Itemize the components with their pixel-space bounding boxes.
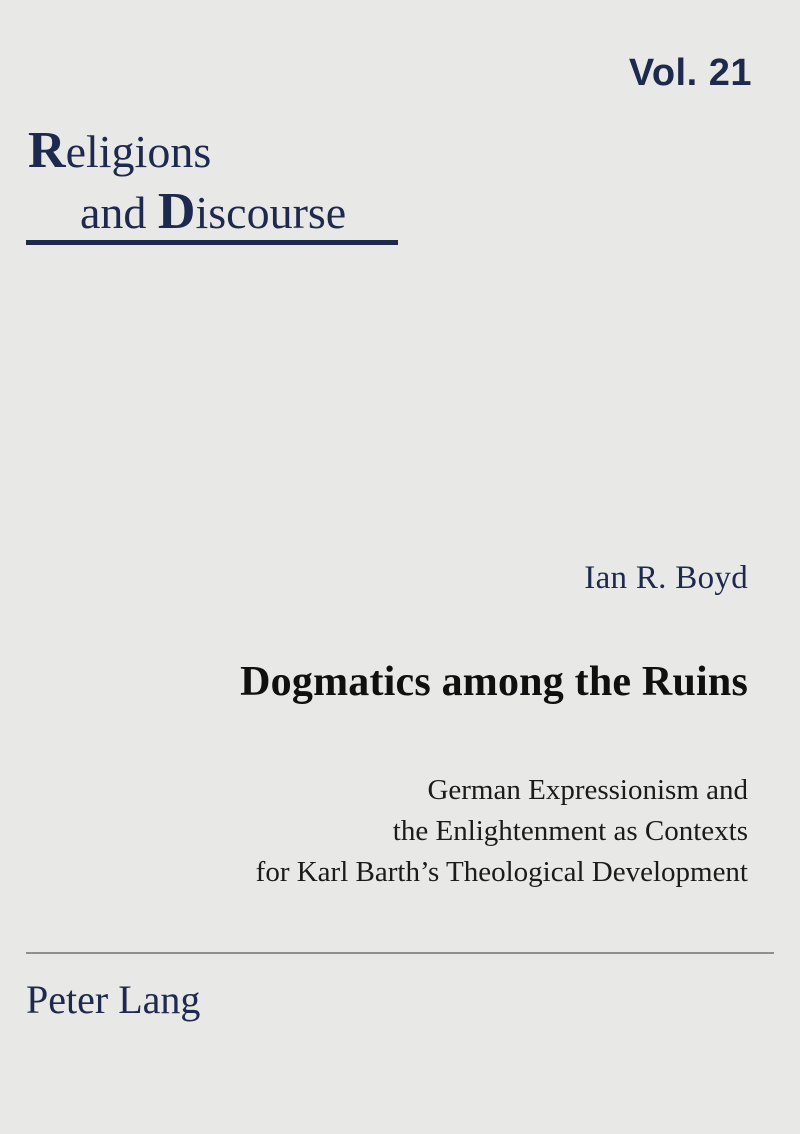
book-author: Ian R. Boyd — [584, 560, 748, 596]
series-title-line-1 — [28, 120, 448, 181]
series-title-conjunction: and — [80, 187, 158, 239]
book-subtitle-line-3: for Karl Barth’s Theological Development — [255, 856, 748, 889]
series-title-initial-r: R — [28, 122, 66, 179]
book-subtitle-line-1: German Expressionism and — [427, 774, 748, 806]
publisher-divider-rule — [26, 952, 774, 954]
book-subtitle — [128, 770, 748, 894]
book-title: Dogmatics among the Ruins — [240, 659, 748, 705]
series-title-line-2 — [28, 181, 448, 242]
book-subtitle-line-2: the Enlightenment as Contexts — [392, 815, 748, 848]
series-underline-rule — [26, 240, 398, 245]
series-title-initial-d: D — [157, 183, 196, 241]
series-volume-label: Vol. 21 — [628, 52, 752, 94]
series-title-line-2-rest: iscourse — [195, 187, 347, 239]
series-title-line-1-rest: eligions — [65, 126, 212, 177]
series-title — [28, 120, 448, 243]
publisher-name: Peter Lang — [26, 977, 201, 1022]
